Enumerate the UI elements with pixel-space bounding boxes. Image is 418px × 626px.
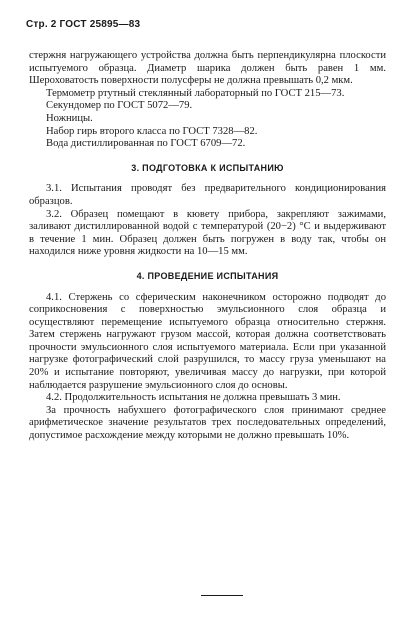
end-rule: [201, 595, 243, 596]
paragraph: Набор гирь второго класса по ГОСТ 7328—82.: [46, 125, 258, 137]
page-header: Стр. 2 ГОСТ 25895—83: [26, 19, 141, 30]
paragraph: 4.2. Продолжительность испытания не должна превышать 3 мин.: [46, 392, 341, 404]
paragraph: Вода дистиллированная по ГОСТ 6709—72.: [46, 138, 246, 150]
paragraph: 4.1. Стержень со сферическим наконечником осторожно подводят до соприкосновения с поверхностью эмульсионного слоя образца и осуществляют перемещение испытуемого образца относительно стержня. Затем стержень нагружают грузом массой, которая должна соответствовать прочности эмульсионного слоя испытуемого материала. Если при указанной нагрузке фотографический слой разрушился, то массу груза уменьшают на 20% и испытание повторяют, увеличивая массу до нагрузки, при которой наблюдается разрушение эмульсионного слоя до основы.: [29, 291, 386, 391]
paragraph: Секундомер по ГОСТ 5072—79.: [46, 100, 193, 112]
section-title: 3. ПОДГОТОВКА К ИСПЫТАНИЮ: [131, 162, 284, 173]
paragraph: 3.2. Образец помещают в кювету прибора, закрепляют зажимами, заливают дистиллированной водой с температурой (20−2) °С и выдерживают в течение 1 мин. Образец должен быть погружен в воду так, чтобы он находился ниже уровня жидкости на 10—15 мм.: [29, 208, 386, 258]
paragraph: За прочность набухшего фотографического слоя принимают среднее арифметическое значение результатов трех последовательных определений, допустимое расхождение между которыми не должно превышать 10%.: [29, 404, 386, 442]
section-title: 4. ПРОВЕДЕНИЕ ИСПЫТАНИЯ: [136, 270, 279, 281]
paragraph: стержня нагружающего устройства должна быть перпендикулярна плоскости испытуемого образца. Диаметр шарика должен быть равен 1 мм. Шероховатость поверхности полусферы не должна превышать 0,2 мкм.: [29, 50, 386, 87]
document-body: [29, 50, 386, 443]
paragraph: 3.1. Испытания проводят без предварительного кондиционирования образцов.: [29, 183, 386, 207]
paragraph: Термометр ртутный стеклянный лабораторный по ГОСТ 215—73.: [46, 87, 345, 99]
paragraph: Ножницы.: [46, 112, 93, 124]
